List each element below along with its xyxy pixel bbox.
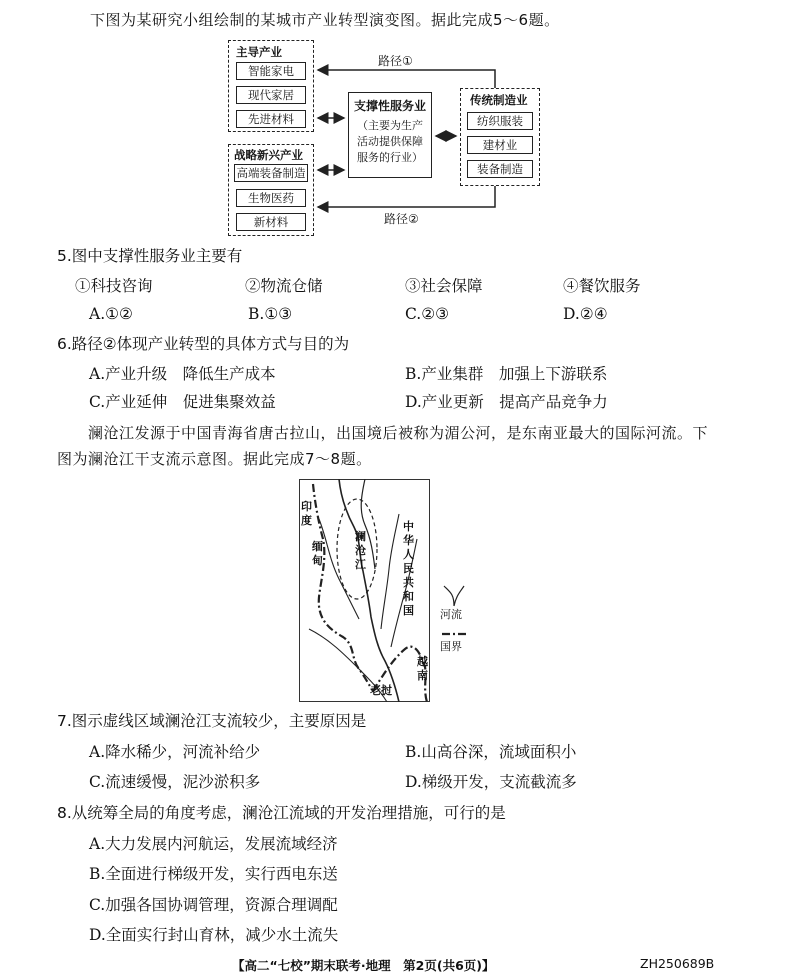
support-service-title: 支撑性服务业: [353, 99, 426, 113]
q7-option-d[interactable]: D.梯级开发，支流截流多: [405, 773, 577, 791]
q7-option-c[interactable]: C.流速缓慢，泥沙淤积多: [89, 773, 261, 791]
q8-option-d[interactable]: D.全面实行封山育林，减少水土流失: [89, 926, 339, 944]
q8-option-b[interactable]: B.全面进行梯级开发，实行西电东送: [89, 865, 338, 883]
path2-label: 路径②: [384, 212, 419, 226]
q5-option-c[interactable]: C.②③: [405, 305, 450, 323]
traditional-item: 纺织服装: [467, 112, 533, 130]
emerging-item: 新材料: [236, 213, 306, 231]
q5-option-b[interactable]: B.①③: [248, 305, 293, 323]
q5-item: ②物流仓储: [245, 277, 323, 295]
path1-label: 路径①: [378, 54, 413, 68]
q7-option-a[interactable]: A.降水稀少，河流补给少: [89, 743, 261, 761]
q6-stem: 6.路径②体现产业转型的具体方式与目的为: [57, 335, 350, 353]
q6-option-b[interactable]: B.产业集群 加强上下游联系: [405, 365, 608, 383]
emerging-item: 高端装备制造: [234, 164, 308, 182]
map-label-india: 印度: [301, 500, 312, 527]
q5-option-a[interactable]: A.①②: [89, 305, 133, 323]
intro-text-2-line1: 澜沧江发源于中国青海省唐古拉山，出国境后被称为湄公河，是东南亚最大的国际河流。下: [88, 424, 709, 442]
q5-stem: 5.图中支撑性服务业主要有: [57, 247, 243, 265]
q5-option-d[interactable]: D.②④: [563, 305, 608, 323]
q7-stem: 7.图示虚线区域澜沧江支流较少，主要原因是: [57, 712, 367, 730]
q5-item: ④餐饮服务: [563, 277, 641, 295]
footer-code: ZH250689B: [640, 956, 715, 971]
map-label-laos: 老挝: [370, 684, 392, 697]
support-service-note: （主要为生产活动提供保障服务的行业）: [357, 119, 423, 164]
lead-item: 智能家电: [236, 62, 306, 80]
q8-stem: 8.从统筹全局的角度考虑，澜沧江流域的开发治理措施，可行的是: [57, 804, 506, 822]
industry-diagram: [0, 0, 800, 245]
legend-river: 河流: [440, 608, 462, 621]
traditional-item: 建材业: [467, 136, 533, 154]
intro-text-1: 下图为某研究小组绘制的某城市产业转型演变图。据此完成5～6题。: [90, 11, 560, 29]
diagram-arrows: [0, 0, 800, 245]
emerging-industry-title: 战略新兴产业: [234, 148, 303, 162]
map-label-myanmar: 缅甸: [312, 540, 323, 567]
intro-text-2-line2: 图为澜沧江干支流示意图。据此完成7～8题。: [57, 450, 372, 468]
q7-option-b[interactable]: B.山高谷深，流域面积小: [405, 743, 577, 761]
map-label-lancang: 澜沧江: [355, 530, 366, 571]
q5-item: ③社会保障: [405, 277, 483, 295]
emerging-item: 生物医药: [236, 189, 306, 207]
legend-border: 国界: [440, 640, 462, 653]
lead-industry-title: 主导产业: [236, 45, 282, 59]
lead-item: 现代家居: [236, 86, 306, 104]
map-label-china: 中华人民共和国: [403, 520, 414, 617]
q6-option-c[interactable]: C.产业延伸 促进集聚效益: [89, 393, 276, 411]
q5-item: ①科技咨询: [75, 277, 153, 295]
q8-option-c[interactable]: C.加强各国协调管理，资源合理调配: [89, 896, 338, 914]
footer-page-info: 【高二“七校”期末联考·地理 第2页(共6页)】: [232, 958, 495, 973]
map-label-vietnam: 越南: [417, 655, 428, 682]
lead-item: 先进材料: [236, 110, 306, 128]
q8-option-a[interactable]: A.大力发展内河航运，发展流域经济: [89, 835, 338, 853]
traditional-item: 装备制造: [467, 160, 533, 178]
q6-option-d[interactable]: D.产业更新 提高产品竞争力: [405, 393, 608, 411]
q6-option-a[interactable]: A.产业升级 降低生产成本: [89, 365, 276, 383]
traditional-industry-title: 传统制造业: [470, 93, 528, 107]
